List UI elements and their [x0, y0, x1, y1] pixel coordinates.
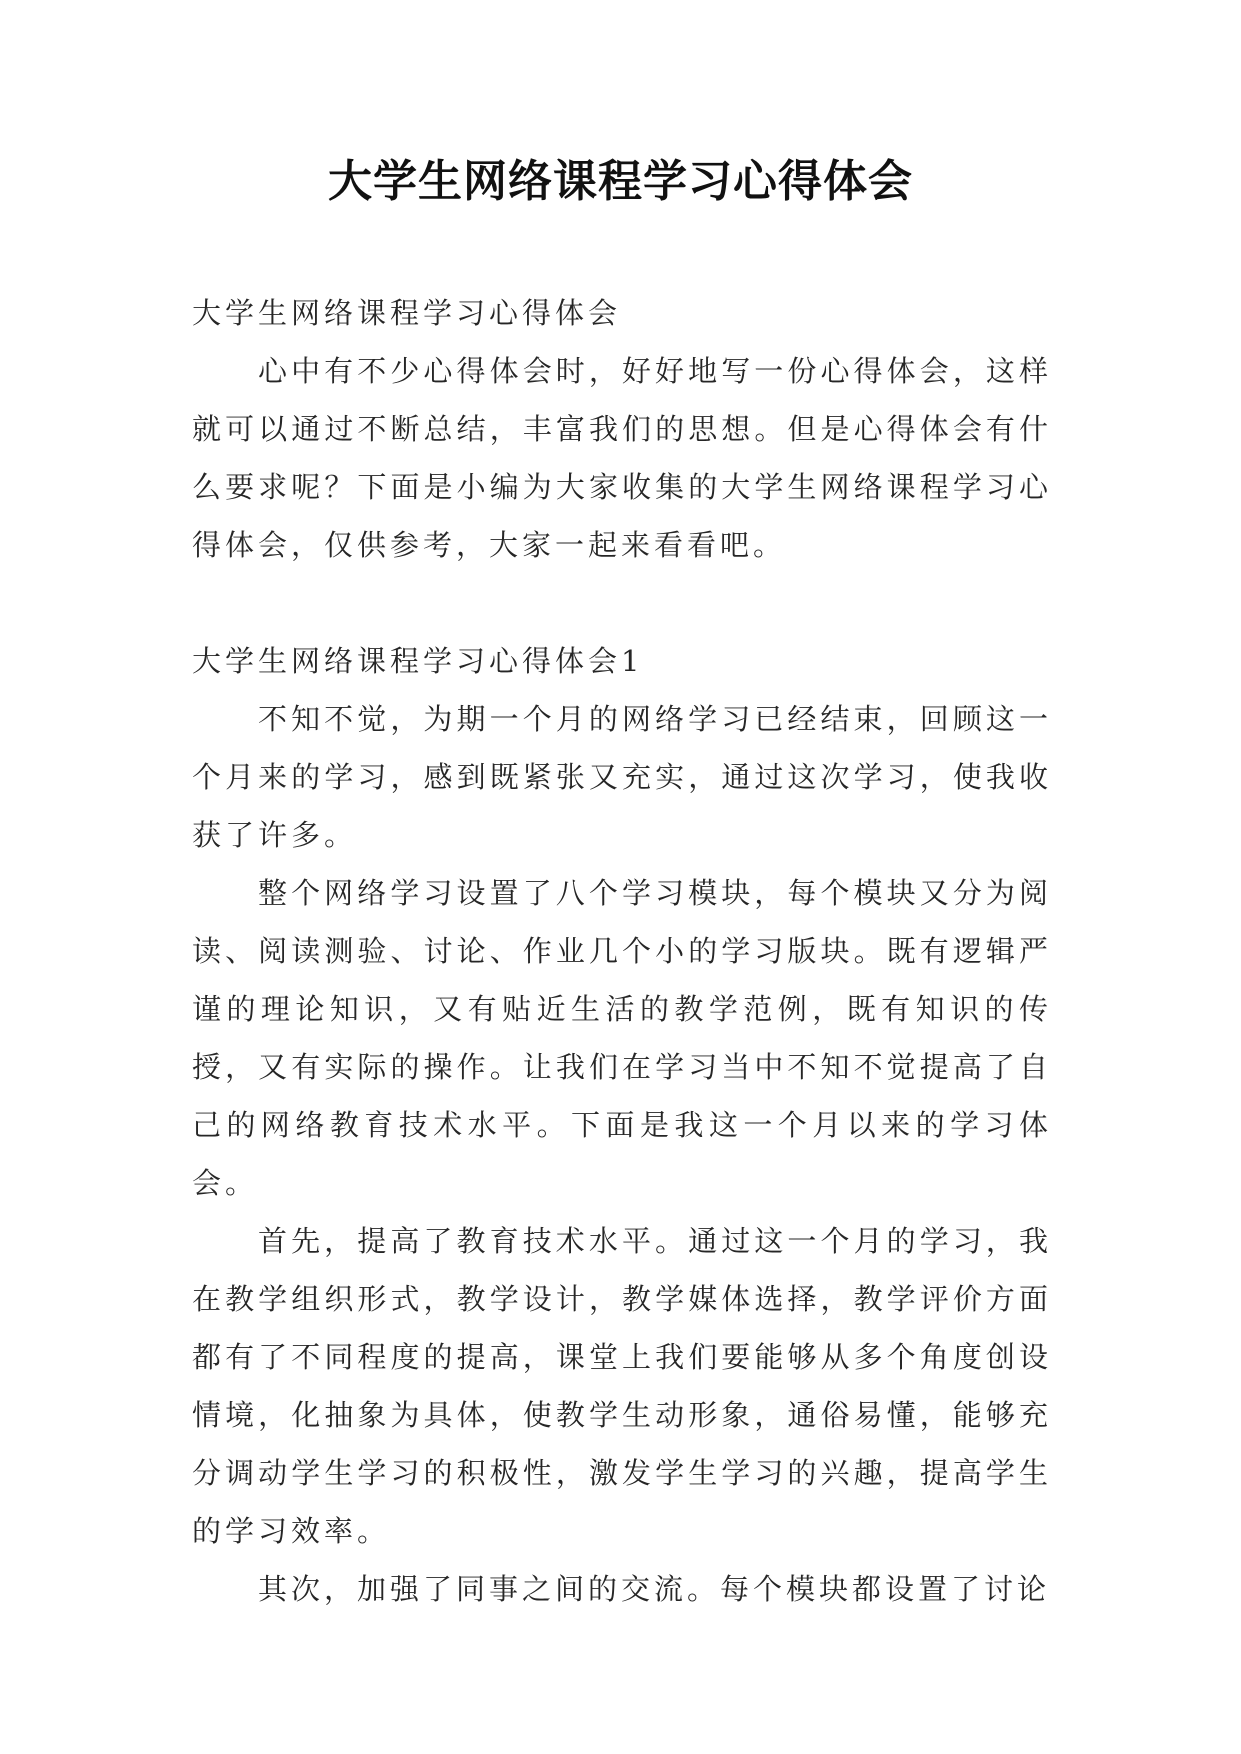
body-paragraph: 首先，提高了教育技术水平。通过这一个月的学习，我在教学组织形式，教学设计，教学媒体选择，教学评价方面都有了不同程度的提高，课堂上我们要能够从多个角度创设情境，化抽象为具体，使教学生动形象，通俗易懂，能够充分调动学生学习的积极性，激发学生学习的兴趣，提高学生的学习效率。	[192, 1224, 1052, 1548]
paragraph-spacer	[192, 574, 1052, 632]
intro-paragraph: 心中有不少心得体会时，好好地写一份心得体会，这样就可以通过不断总结，丰富我们的思想。但是心得体会有什么要求呢？下面是小编为大家收集的大学生网络课程学习心得体会，仅供参考，大家一起来看看吧。	[192, 354, 1052, 562]
body-paragraph: 其次，加强了同事之间的交流。每个模块都设置了讨论	[258, 1572, 1051, 1606]
body-paragraph: 不知不觉，为期一个月的网络学习已经结束，回顾这一个月来的学习，感到既紧张又充实，通过这次学习，使我收获了许多。	[192, 702, 1052, 852]
section-heading: 大学生网络课程学习心得体会	[192, 296, 622, 330]
section-heading-1: 大学生网络课程学习心得体会1	[192, 644, 644, 678]
document-body	[192, 284, 1052, 1618]
document-title: 大学生网络课程学习心得体会	[328, 156, 913, 207]
body-paragraph: 整个网络学习设置了八个学习模块，每个模块又分为阅读、阅读测验、讨论、作业几个小的学习版块。既有逻辑严谨的理论知识，又有贴近生活的教学范例，既有知识的传授，又有实际的操作。让我们在学习当中不知不觉提高了自己的网络教育技术水平。下面是我这一个月以来的学习体会。	[192, 876, 1052, 1200]
